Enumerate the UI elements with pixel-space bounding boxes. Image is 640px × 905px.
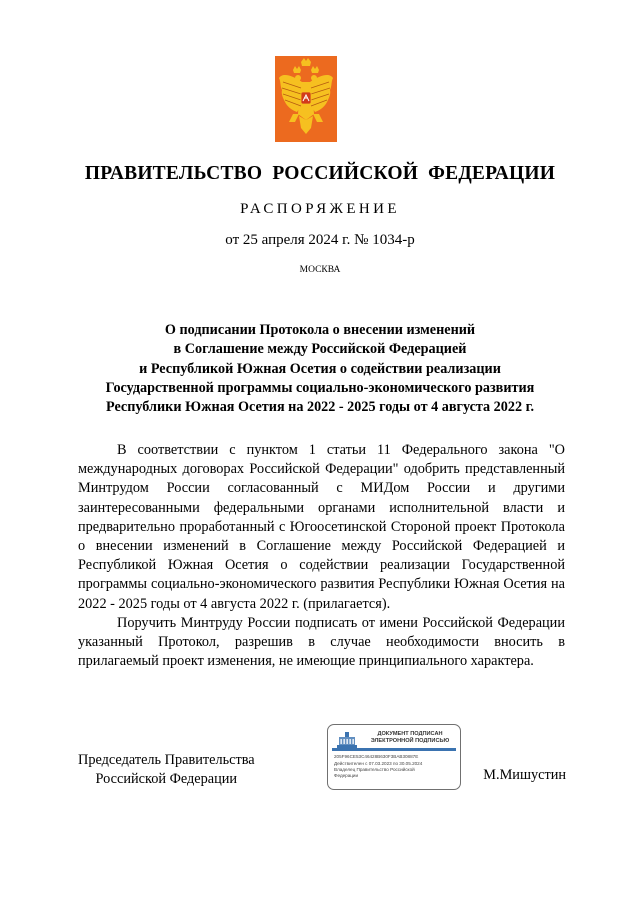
subject-line: в Соглашение между Российской Федерацией (173, 341, 467, 358)
stamp-validity: Действителен с 07.03.2023 по 30.05.2024 (334, 761, 423, 766)
government-title: ПРАВИТЕЛЬСТВО РОССИЙСКОЙ ФЕДЕРАЦИИ (84, 163, 556, 184)
document-type: РАСПОРЯЖЕНИЕ (240, 201, 400, 217)
government-building-icon (336, 731, 358, 749)
stamp-heading (358, 731, 462, 745)
document-date-number: от 25 апреля 2024 г. № 1034-р (225, 232, 415, 248)
subject-line: и Республикой Южная Осетия о содействии реализации (139, 360, 501, 377)
stamp-owner-line: Федерации (334, 773, 359, 778)
stamp-divider (332, 748, 456, 751)
stamp-heading-line: ЭЛЕКТРОННОЙ ПОДПИСЬЮ (370, 738, 450, 744)
signatory-position (78, 751, 255, 789)
electronic-signature-stamp (327, 724, 461, 790)
document-subject (60, 321, 580, 417)
signatory-position-line: Председатель Правительства (78, 752, 255, 768)
subject-line: Республики Южная Осетия на 2022 - 2025 годы от 4 августа 2022 г. (105, 399, 534, 416)
stamp-heading-line: ДОКУМЕНТ ПОДПИСАН (377, 731, 443, 737)
signatory-position-line: Российской Федерации (95, 771, 238, 788)
subject-line: Государственной программы социально-экономического развития (105, 379, 535, 396)
stamp-certificate: 205F96CE53C46428B630F3BAB30887E (334, 754, 419, 759)
stamp-owner-line: Владелец Правительство Российской (334, 767, 415, 772)
body-paragraph: В соответствии с пунктом 1 статьи 11 Федерального закона "О международных договорах Российской Федерации" одобрить представленный Минтрудом России согласованный с МИДом России и другими заинтересованными федеральными органами исполнительной власти и предварительно проработанный с Югоосетинской Стороной проект Протокола о внесении изменений в Соглашение между Российской Федерацией и Республикой Южная Осетия о содействии реализации Государственной программы социально-экономического развития Республики Южная Осетия на 2022 - 2025 годы от 4 августа 2022 г. (прилагается). (78, 442, 565, 612)
document-place: МОСКВА (299, 265, 341, 275)
subject-line: О подписании Протокола о внесении изменений (164, 322, 476, 338)
signatory-name: М.Мишустин (483, 767, 566, 783)
document-body (78, 441, 565, 671)
coat-of-arms-emblem (275, 56, 337, 142)
body-paragraph: Поручить Минтруду России подписать от имени Российской Федерации указанный Протокол, разрешив в случае необходимости вносить в прилагаемый проект изменения, не имеющие принципиального характера. (78, 614, 565, 670)
